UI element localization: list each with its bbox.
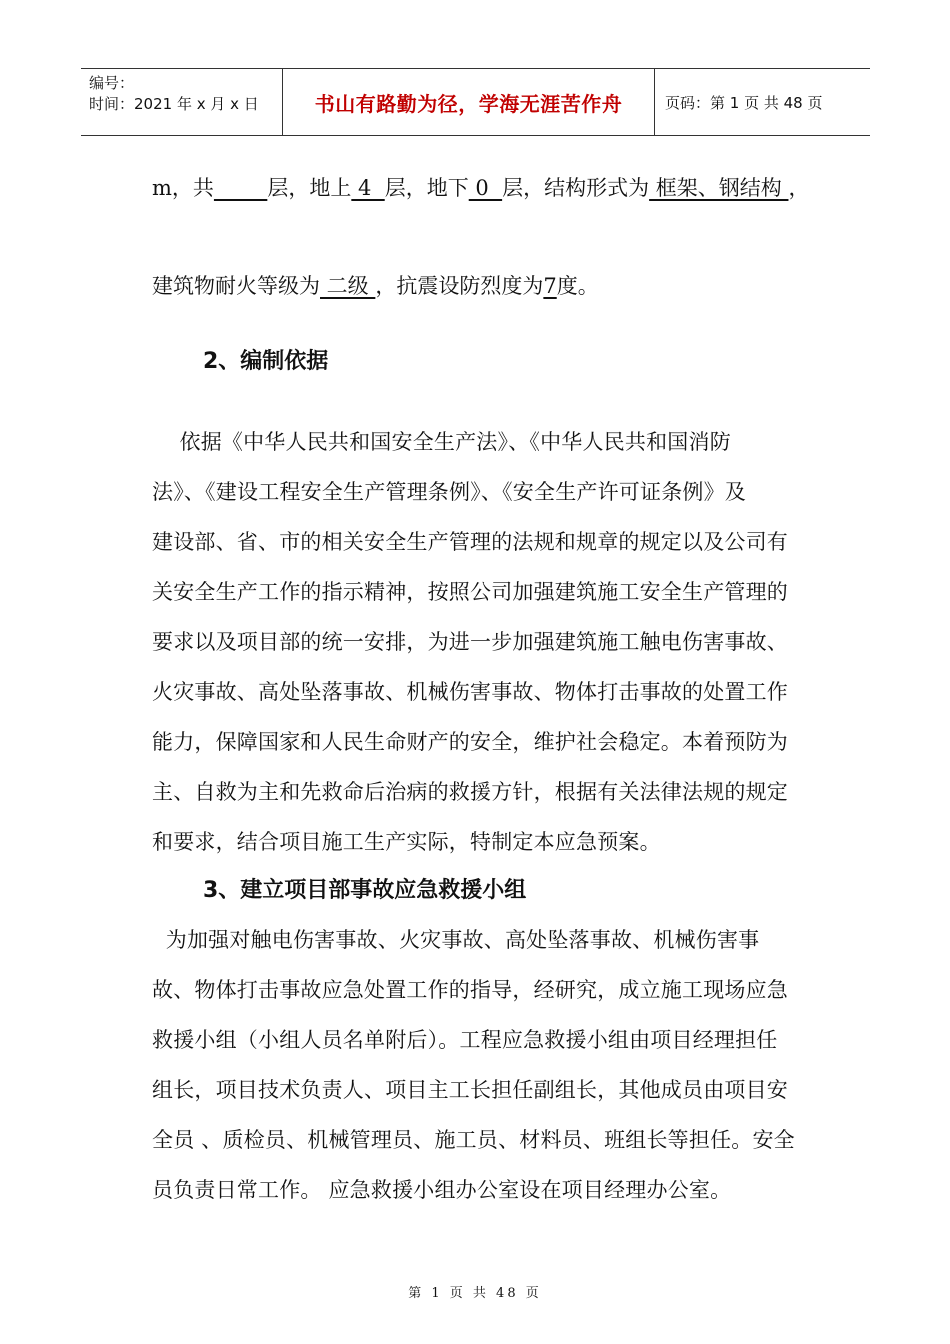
paragraph-line: 要求以及项目部的统一安排，为进一步加强建筑施工触电伤害事故、	[152, 630, 788, 654]
intro-text: 层，结构形式为	[502, 176, 650, 200]
intro-text: 层，地上	[267, 176, 352, 200]
floors-below-value: 0	[468, 176, 503, 200]
paragraph-line: 员负责日常工作。 应急救援小组办公室设在项目经理办公室。	[152, 1178, 732, 1202]
paragraph-line: 关安全生产工作的指示精神，按照公司加强建筑施工安全生产管理的	[152, 580, 788, 604]
paragraph-line: 组长，项目技术负责人、项目主工长担任副组长，其他成员由项目安	[152, 1078, 788, 1102]
section-3-heading: 3、建立项目部事故应急救援小组	[203, 878, 527, 903]
paragraph-line: 和要求，结合项目施工生产实际，特制定本应急预案。	[152, 830, 661, 854]
intro-text: 度。	[556, 274, 599, 298]
intro-line-2	[152, 270, 599, 300]
paragraph-line: 主、自救为主和先救命后治病的救援方针，根据有关法律法规的规定	[152, 780, 788, 804]
paragraph-line: 能力，保障国家和人民生命财产的安全，维护社会稳定。本着预防为	[152, 730, 788, 754]
header-table	[81, 68, 870, 136]
paragraph-line: 救援小组（小组人员名单附后）。工程应急救援小组由项目经理担任	[152, 1028, 778, 1052]
paragraph-line: 法》、《建设工程安全生产管理条例》、《安全生产许可证条例》及	[152, 480, 746, 504]
intro-text: 建筑物耐火等级为	[152, 274, 320, 298]
header-motto-cell	[283, 69, 655, 135]
page-footer: 第 1 页 共 48 页	[408, 1286, 542, 1301]
header-motto: 书山有路勤为径，学海无涯苦作舟	[314, 91, 623, 116]
document-time-label: 时间：2021 年 x 月 x 日	[89, 95, 259, 113]
intro-line-1	[152, 172, 809, 202]
floors-blank	[214, 176, 267, 200]
structure-type-value: 框架、钢结构	[649, 176, 789, 200]
header-meta-cell	[81, 69, 283, 135]
intro-text: ，抗震设防烈度为	[375, 274, 544, 298]
header-page-cell	[655, 69, 870, 135]
floors-above-value: 4	[351, 176, 385, 200]
intro-text: m，共	[152, 176, 214, 200]
section-2-heading: 2、编制依据	[203, 349, 329, 374]
paragraph-line: 为加强对触电伤害事故、火灾事故、高处坠落事故、机械伤害事	[152, 928, 760, 952]
seismic-intensity-value: 7	[543, 274, 557, 298]
paragraph-line: 建设部、省、市的相关安全生产管理的法规和规章的规定以及公司有	[152, 530, 788, 554]
document-number-label: 编号：	[89, 74, 135, 92]
paragraph-line: 故、物体打击事故应急处置工作的指导，经研究，成立施工现场应急	[152, 978, 788, 1002]
intro-text: 层，地下	[384, 176, 469, 200]
fire-rating-value: 二级	[320, 274, 376, 298]
header-page-label: 页码：第 1 页 共 48 页	[665, 93, 823, 112]
paragraph-line: 依据《中华人民共和国安全生产法》、《中华人民共和国消防	[152, 430, 731, 454]
intro-text: ，	[788, 176, 810, 200]
paragraph-line: 全员 、质检员、机械管理员、施工员、材料员、班组长等担任。安全	[152, 1128, 795, 1152]
paragraph-line: 火灾事故、高处坠落事故、机械伤害事故、物体打击事故的处置工作	[152, 680, 788, 704]
